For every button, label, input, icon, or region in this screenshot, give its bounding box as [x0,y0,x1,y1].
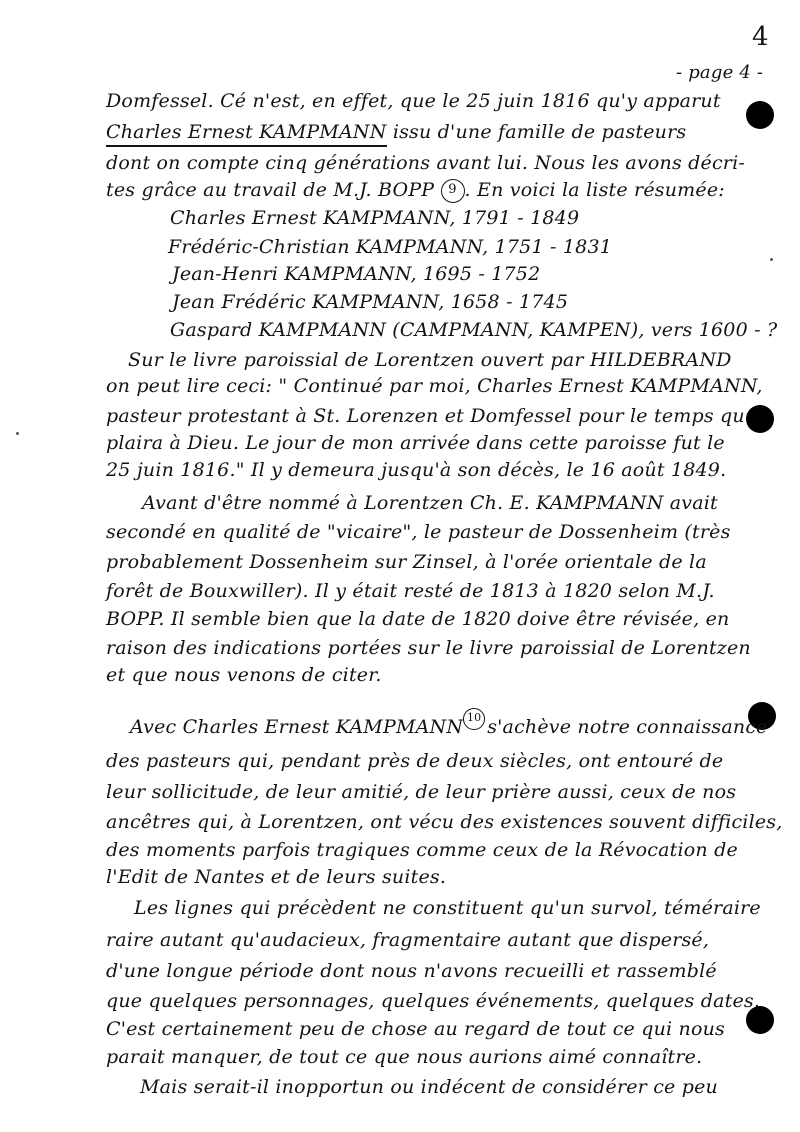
genealogy-entry: Charles Ernest KAMPMANN, 1791 - 1849 [170,207,580,229]
text-line: des pasteurs qui, pendant près de deux siècles, ont entouré de [106,750,724,772]
text-fragment: s'achève notre connaissance [487,716,768,738]
scan-speck [770,258,773,261]
text-line: dont on compte cinq générations avant lui. Nous les avons décri- [106,152,745,174]
punch-hole [746,405,774,433]
text-line: des moments parfois tragiques comme ceux de la Révocation de [106,839,738,861]
page-number: 4 [752,22,769,52]
text-line: secondé en qualité de "vicaire", le pasteur de Dossenheim (très [106,521,731,543]
text-line [130,711,768,742]
text-line: pasteur protestant à St. Lorenzen et Domfessel pour le temps qu [106,405,745,427]
genealogy-entry: Jean Frédéric KAMPMANN, 1658 - 1745 [172,291,569,313]
text-fragment: tes grâce au travail de M.J. BOPP [106,179,435,201]
text-line: BOPP. Il semble bien que la date de 1820 doive être révisée, en [106,608,730,630]
text-line: C'est certainement peu de chose au regard de tout ce qui nous [106,1018,726,1040]
genealogy-entry: Gaspard KAMPMANN (CAMPMANN, KAMPEN), vers 1600 - ? [170,319,778,341]
punch-hole [746,101,774,129]
text-line: 25 juin 1816." Il y demeura jusqu'à son décès, le 16 août 1849. [106,459,727,481]
text-line: Les lignes qui précèdent ne constituent qu'un survol, téméraire [134,897,761,919]
text-line: Sur le livre paroissial de Lorentzen ouvert par HILDEBRAND [128,349,732,371]
text-line: forêt de Bouxwiller). Il y était resté de 1813 à 1820 selon M.J. [106,580,715,602]
text-line: Avant d'être nommé à Lorentzen Ch. E. KAMPMANN avait [142,492,718,514]
genealogy-entry: Jean-Henri KAMPMANN, 1695 - 1752 [172,263,541,285]
text-line: raison des indications portées sur le livre paroissial de Lorentzen [106,637,751,659]
text-fragment: . En voici la liste résumée: [464,179,725,201]
text-line: probablement Dossenheim sur Zinsel, à l'orée orientale de la [106,551,707,573]
text-line [106,121,686,143]
text-line: plaira à Dieu. Le jour de mon arrivée dans cette paroisse fut le [106,432,725,454]
text-line: parait manquer, de tout ce que nous aurions aimé connaître. [106,1046,703,1068]
text-line: et que nous venons de citer. [106,664,382,686]
genealogy-entry: Frédéric-Christian KAMPMANN, 1751 - 1831 [168,236,613,258]
text-line: Domfessel. Cé n'est, en effet, que le 25 juin 1816 qu'y apparut [106,90,721,112]
text-line: leur sollicitude, de leur amitié, de leur prière aussi, ceux de nos [106,781,737,803]
text-fragment: Avec Charles Ernest KAMPMANN [130,716,464,738]
text-fragment: issu d'une famille de pasteurs [392,121,687,143]
footnote-ref-10: 10 [463,708,485,730]
page-reference: - page 4 - [676,62,764,83]
text-line: raire autant qu'audacieux, fragmentaire autant que dispersé, [106,929,710,951]
text-line: l'Edit de Nantes et de leurs suites. [106,866,447,888]
text-line [106,179,725,203]
text-line: que quelques personnages, quelques événements, quelques dates. [106,990,761,1012]
footnote-ref-9: 9 [441,179,465,203]
scan-speck [16,432,19,435]
text-line: d'une longue période dont nous n'avons recueilli et rassemblé [106,960,717,982]
text-line: Mais serait-il inopportun ou indécent de considérer ce peu [140,1076,718,1098]
text-line: on peut lire ceci: " Continué par moi, Charles Ernest KAMPMANN, [106,375,763,397]
underlined-name: Charles Ernest KAMPMANN [106,121,387,147]
text-line: ancêtres qui, à Lorentzen, ont vécu des existences souvent difficiles, [106,811,783,833]
